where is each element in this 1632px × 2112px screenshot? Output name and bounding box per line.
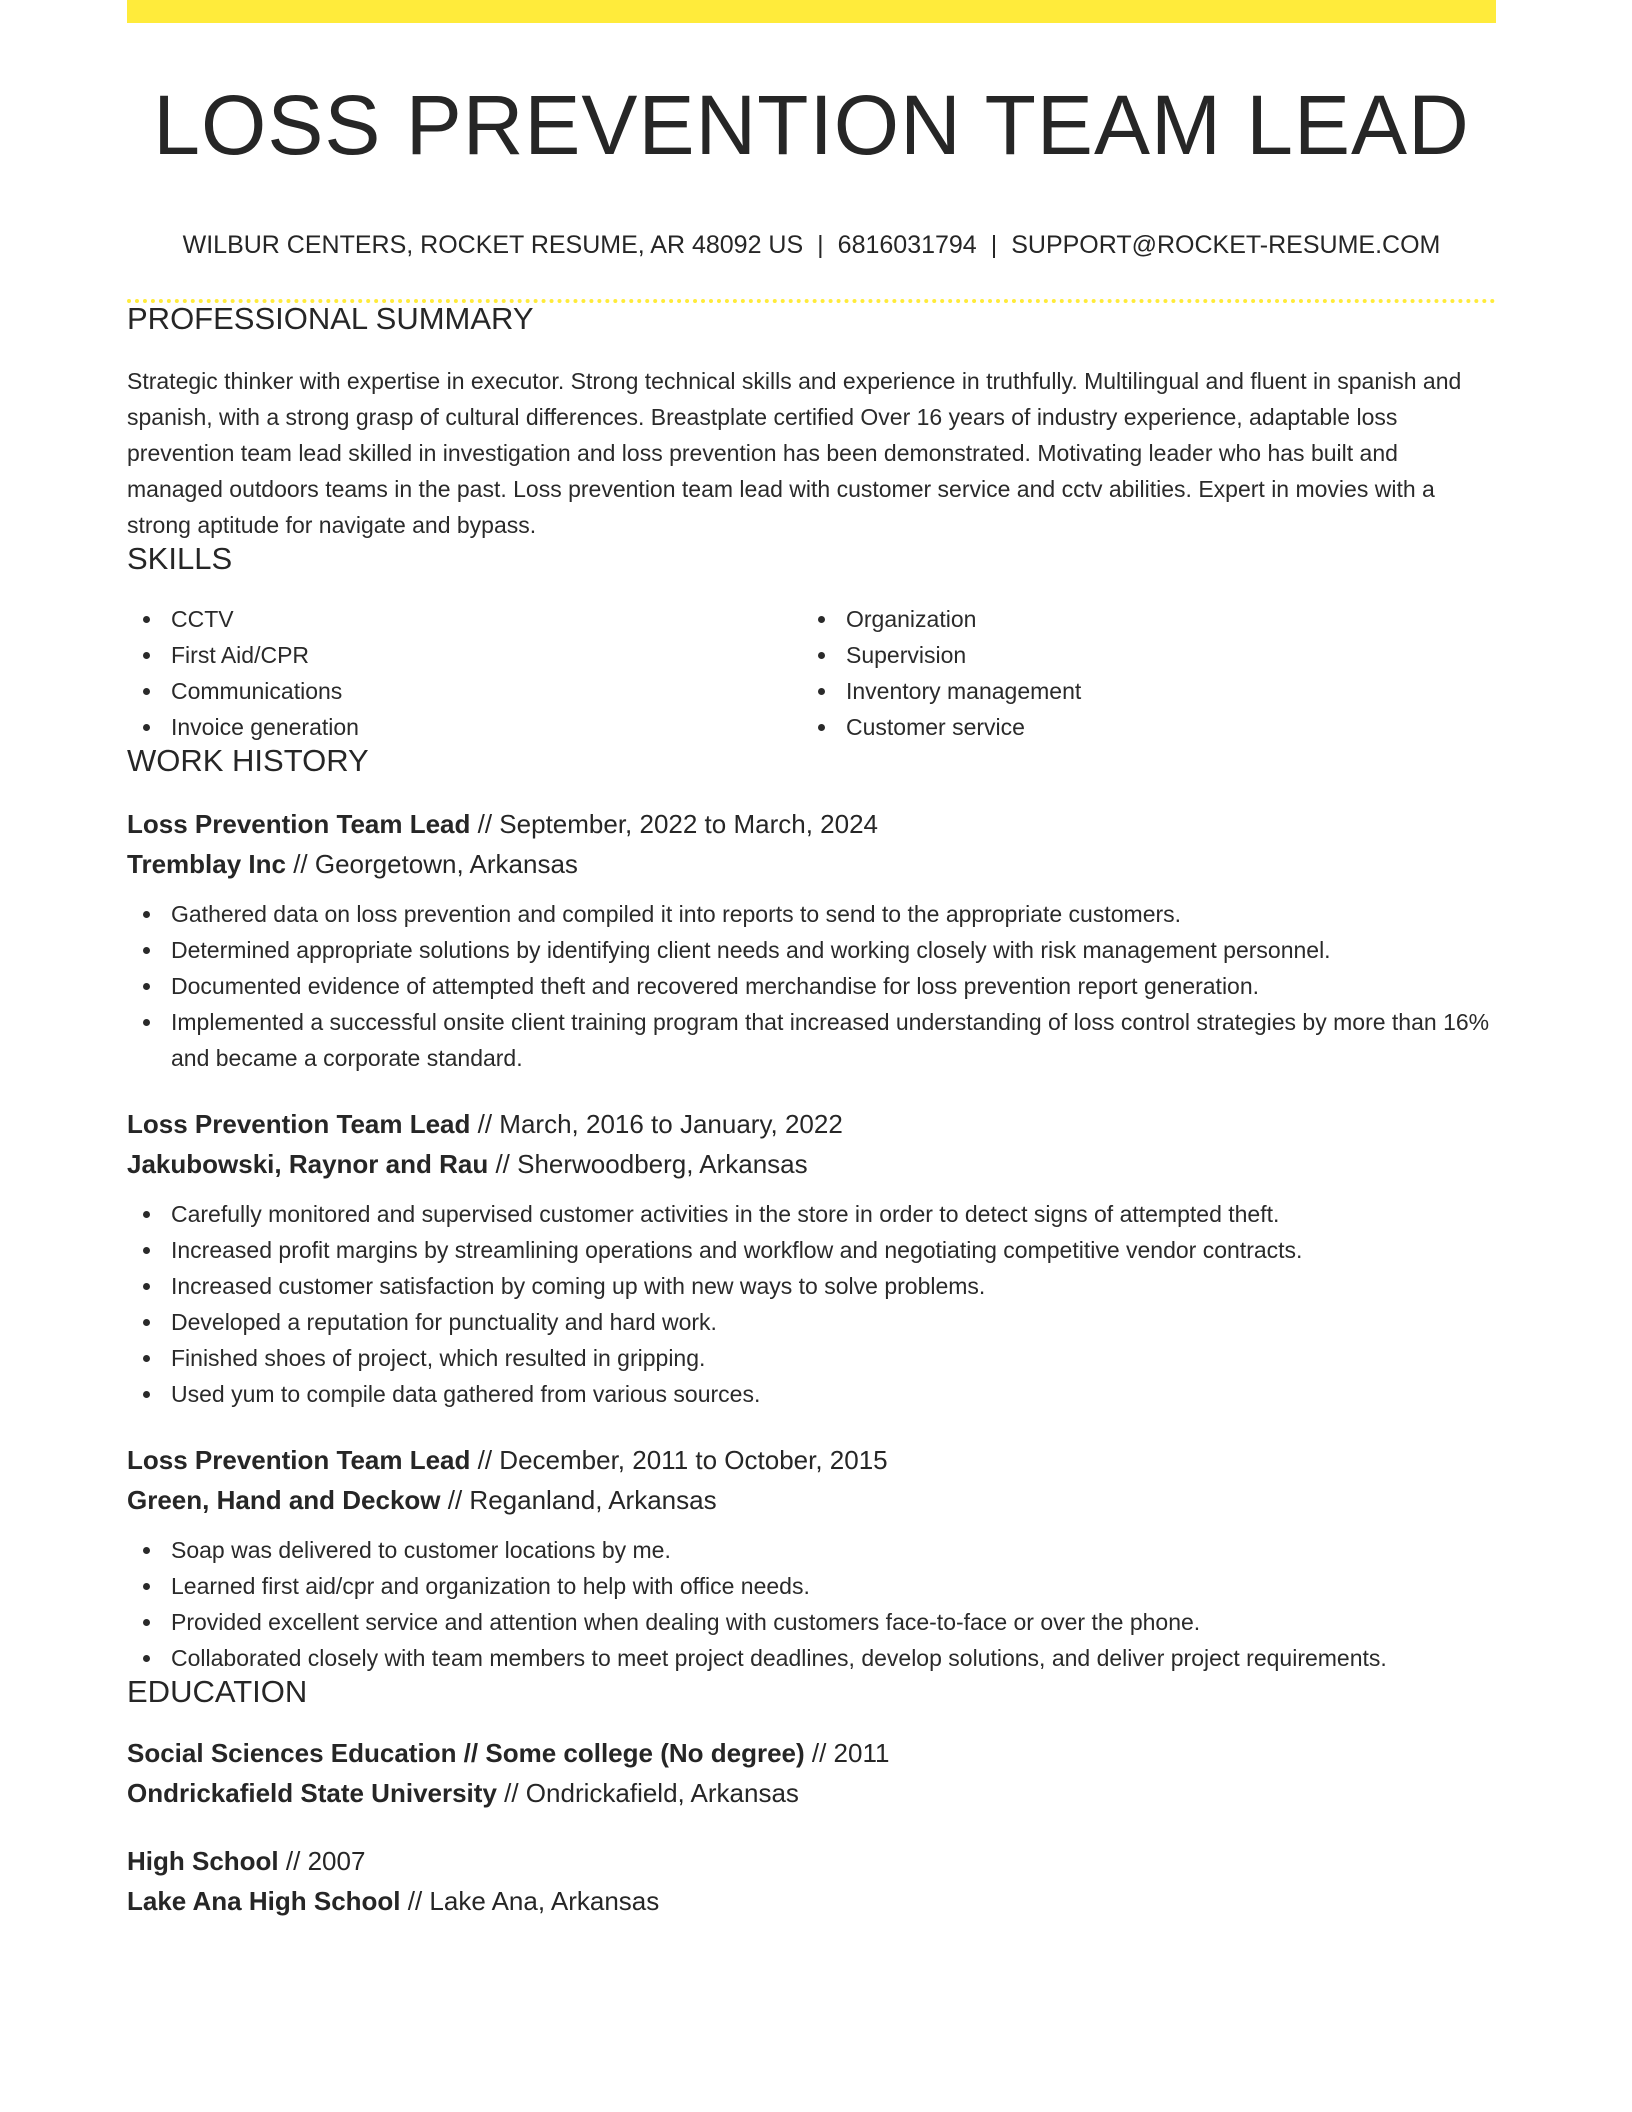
education-school: Lake Ana High School (127, 1886, 401, 1916)
education-heading: EDUCATION (127, 1674, 308, 1709)
skill-item: Inventory management (802, 673, 1477, 709)
job-company: Tremblay Inc (127, 849, 286, 879)
job-role: Loss Prevention Team Lead (127, 1445, 471, 1475)
job-dates: // September, 2022 to March, 2024 (470, 809, 878, 839)
job-title-line (127, 1440, 1496, 1480)
summary-heading: PROFESSIONAL SUMMARY (127, 301, 534, 336)
job-bullets (127, 1532, 1496, 1676)
summary-text: Strategic thinker with expertise in executor. Strong technical skills and experience in truthfully. Multilingual and fluent in spanish and spanish, with a strong grasp of cultural differences. Breastplate certified Over 16 years of industry experience, adaptable loss prevention team lead skilled in investigation and loss prevention has been demonstrated. Motivating leader who has built and managed outdoors teams in the past. Loss prevention team lead with customer service and cctv abilities. Expert in movies with a strong aptitude for navigate and bypass. (127, 368, 1462, 538)
contact-separator: | (990, 231, 998, 259)
job-location: // Reganland, Arkansas (440, 1485, 717, 1515)
skills-column-left (127, 601, 802, 745)
education-location: // Ondrickafield, Arkansas (496, 1778, 799, 1808)
job-bullet: Implemented a successful onsite client training program that increased understanding of loss control strategies by more than 16% and became a corporate standard. (127, 1004, 1496, 1076)
skill-item: Supervision (802, 637, 1477, 673)
contact-phone: 6816031794 (837, 231, 977, 259)
job-company: Green, Hand and Deckow (127, 1485, 441, 1515)
education-degree-line (127, 1733, 1496, 1773)
job-bullet: Provided excellent service and attention when dealing with customers face-to-face or over the phone. (127, 1604, 1496, 1640)
job-location: // Sherwoodberg, Arkansas (488, 1149, 808, 1179)
skill-item: Invoice generation (127, 709, 802, 745)
job-bullets (127, 1196, 1496, 1412)
work-history-heading: WORK HISTORY (127, 743, 369, 778)
job-entry (127, 804, 1496, 1076)
job-bullets (127, 896, 1496, 1076)
job-bullet: Collaborated closely with team members to meet project deadlines, develop solutions, and deliver project requirements. (127, 1640, 1496, 1676)
contact-separator: | (817, 231, 824, 259)
job-bullet: Gathered data on loss prevention and compiled it into reports to send to the appropriate customers. (127, 896, 1496, 932)
education-degree: Social Sciences Education // Some college (No degree) (127, 1738, 805, 1768)
education-year: // 2011 (804, 1738, 890, 1768)
skill-item: Customer service (802, 709, 1477, 745)
education-school-line (127, 1881, 1496, 1921)
skill-item: CCTV (127, 601, 802, 637)
job-company-line (127, 844, 1496, 884)
skill-item: First Aid/CPR (127, 637, 802, 673)
skill-item: Communications (127, 673, 802, 709)
job-bullet: Increased profit margins by streamlining operations and workflow and negotiating competitive vendor contracts. (127, 1232, 1496, 1268)
job-bullet: Documented evidence of attempted theft and recovered merchandise for loss prevention report generation. (127, 968, 1496, 1004)
education-location: // Lake Ana, Arkansas (400, 1886, 660, 1916)
accent-bar (127, 0, 1496, 23)
job-location: // Georgetown, Arkansas (285, 849, 578, 879)
job-company: Jakubowski, Raynor and Rau (127, 1149, 489, 1179)
job-bullet: Finished shoes of project, which resulted in gripping. (127, 1340, 1496, 1376)
job-company-line (127, 1480, 1496, 1520)
job-bullet: Carefully monitored and supervised customer activities in the store in order to detect signs of attempted theft. (127, 1196, 1496, 1232)
job-dates: // March, 2016 to January, 2022 (470, 1109, 843, 1139)
job-entry (127, 1440, 1496, 1676)
job-bullet: Developed a reputation for punctuality and hard work. (127, 1304, 1496, 1340)
resume-content (127, 23, 1496, 1921)
job-bullet: Determined appropriate solutions by identifying client needs and working closely with risk management personnel. (127, 932, 1496, 968)
job-bullet: Learned first aid/cpr and organization to help with office needs. (127, 1568, 1496, 1604)
skills-column-right (802, 601, 1477, 745)
job-entry (127, 1104, 1496, 1412)
skills-list (127, 601, 1496, 745)
contact-address: WILBUR CENTERS, ROCKET RESUME, AR 48092 US (182, 231, 804, 259)
education-year: // 2007 (278, 1846, 366, 1876)
job-bullet: Soap was delivered to customer locations by me. (127, 1532, 1496, 1568)
education-entry (127, 1733, 1496, 1813)
education-degree-line (127, 1841, 1496, 1881)
job-title-line (127, 804, 1496, 844)
job-role: Loss Prevention Team Lead (127, 809, 471, 839)
job-company-line (127, 1144, 1496, 1184)
skills-heading: SKILLS (127, 541, 233, 576)
education-school: Ondrickafield State University (127, 1778, 497, 1808)
skill-item: Organization (802, 601, 1477, 637)
education-degree: High School (127, 1846, 279, 1876)
job-dates: // December, 2011 to October, 2015 (470, 1445, 888, 1475)
contact-line (127, 233, 1496, 258)
job-bullet: Used yum to compile data gathered from various sources. (127, 1376, 1496, 1412)
job-role: Loss Prevention Team Lead (127, 1109, 471, 1139)
job-title-line (127, 1104, 1496, 1144)
contact-email: SUPPORT@ROCKET-RESUME.COM (1011, 231, 1441, 259)
job-bullet: Increased customer satisfaction by coming up with new ways to solve problems. (127, 1268, 1496, 1304)
education-entry (127, 1841, 1496, 1921)
resume-title: LOSS PREVENTION TEAM LEAD (153, 78, 1470, 172)
education-school-line (127, 1773, 1496, 1813)
